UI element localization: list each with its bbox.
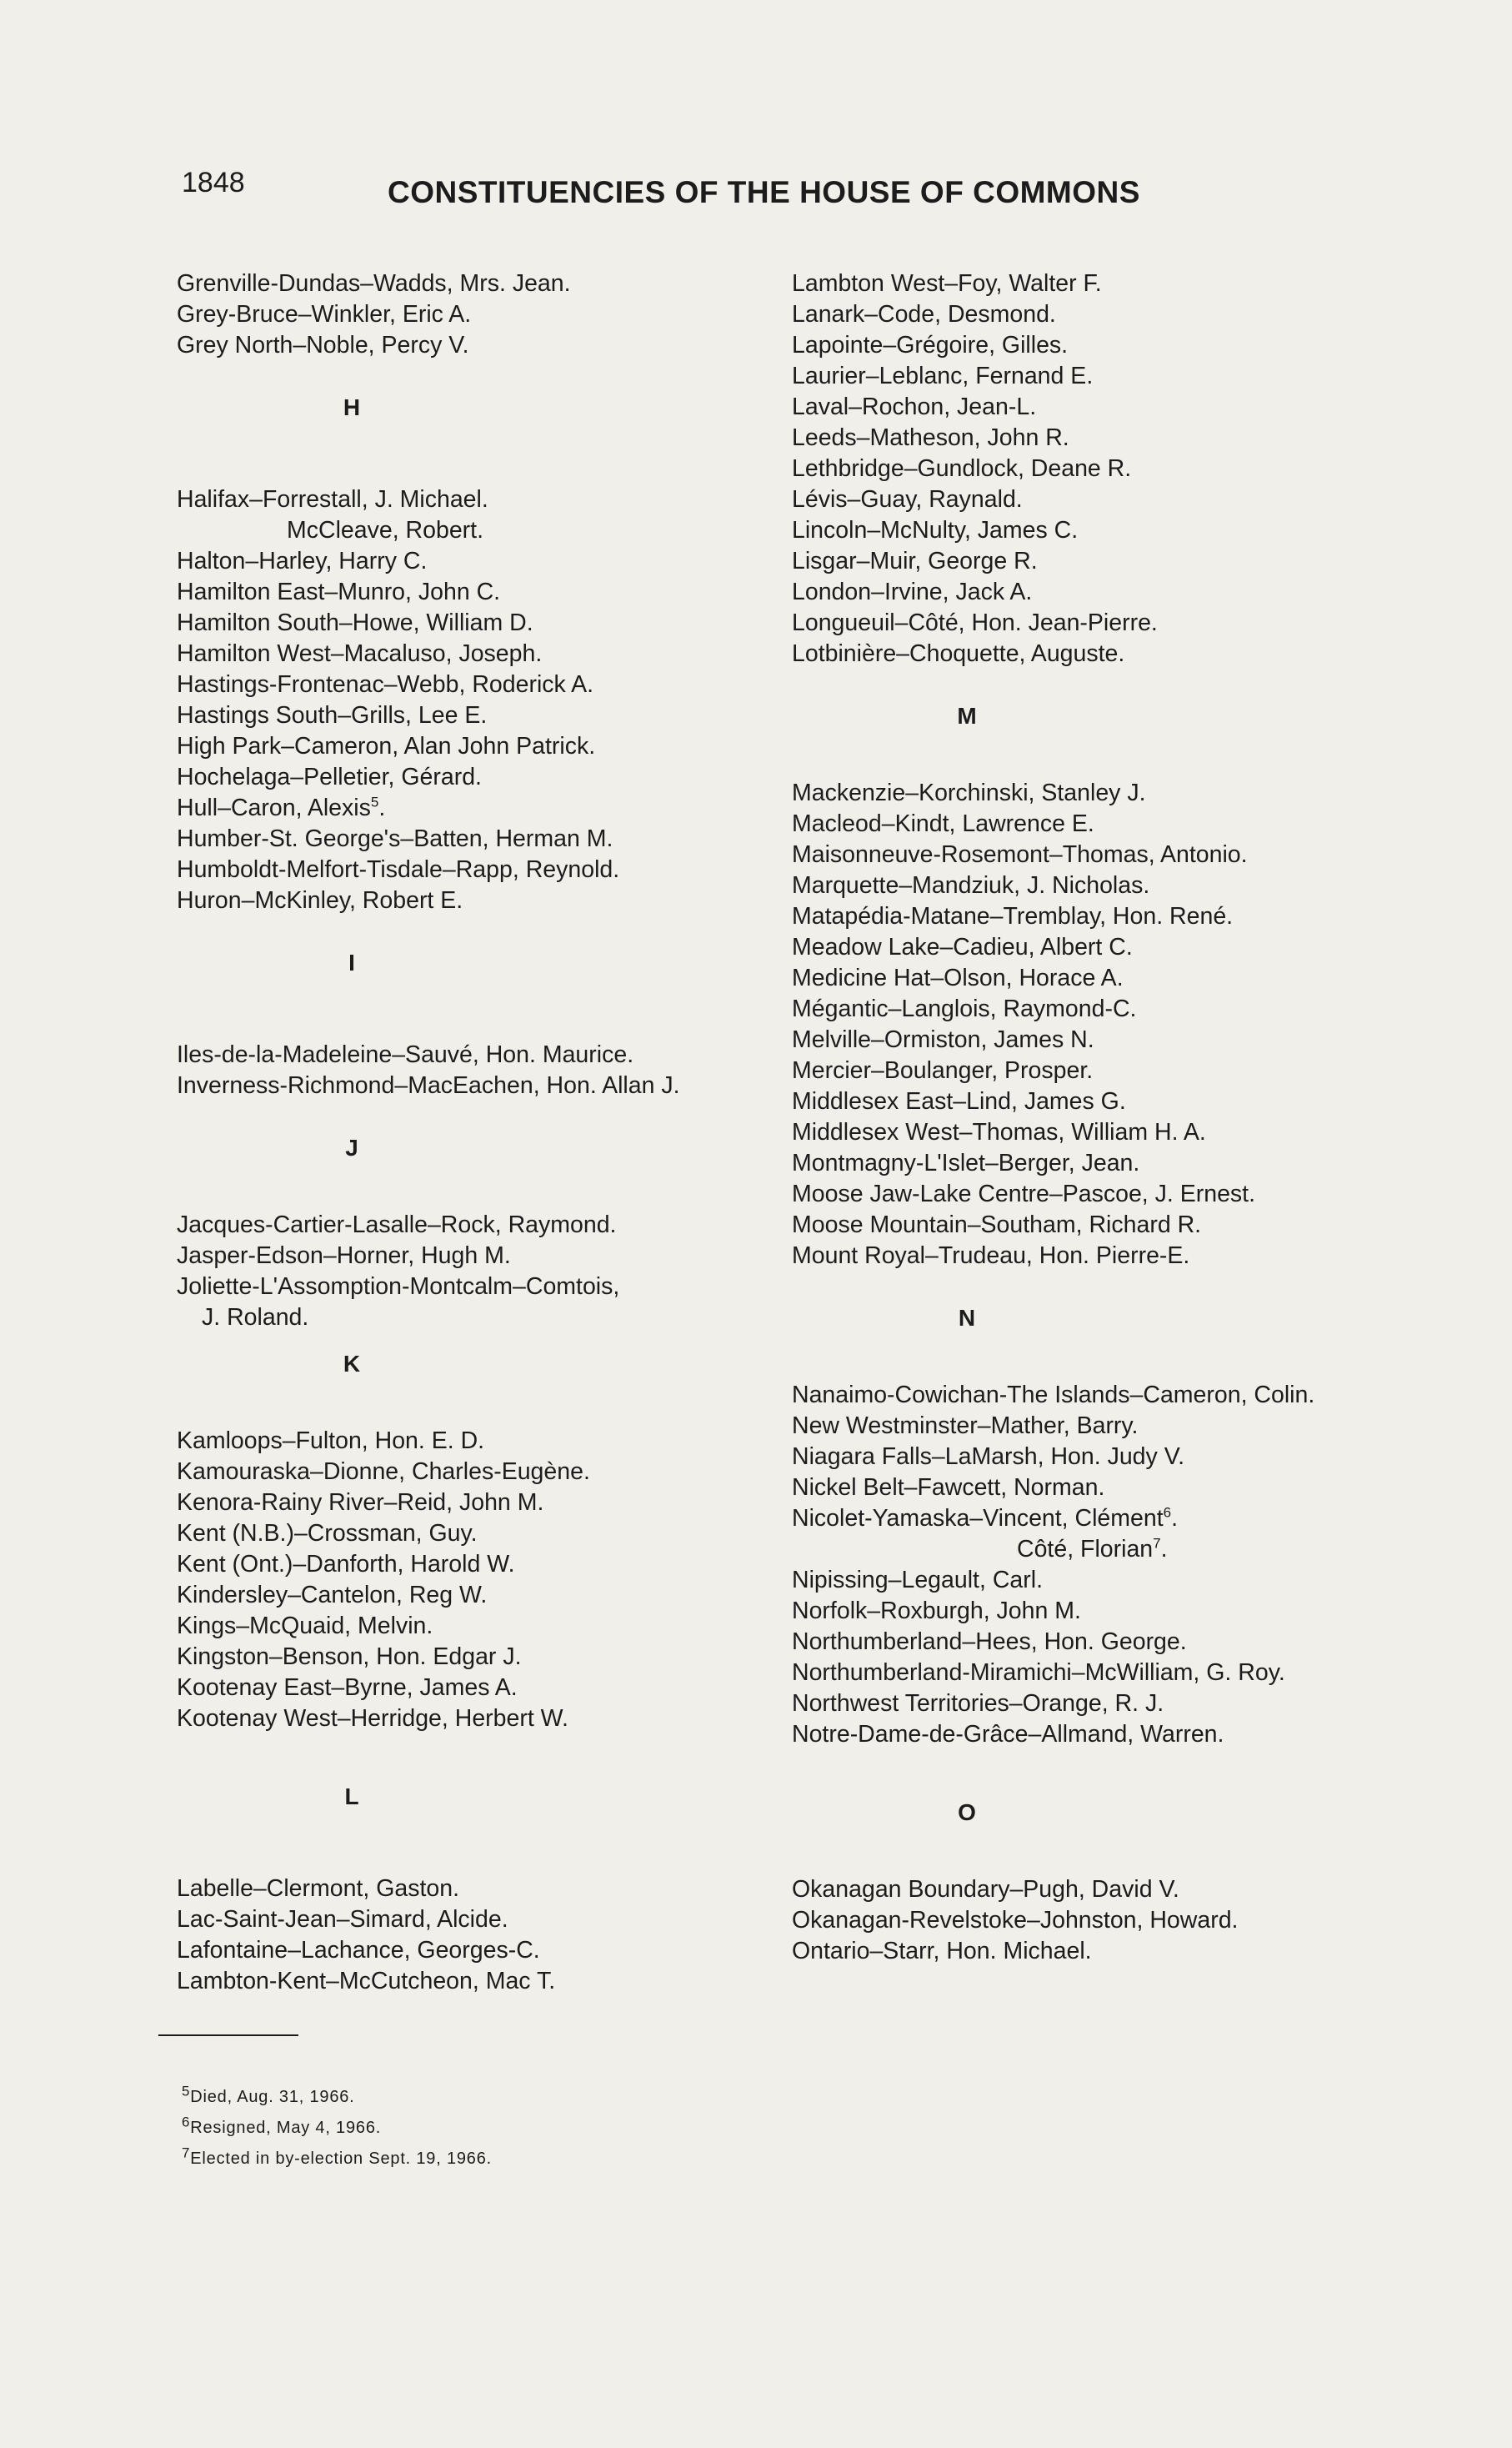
list-item: Inverness-Richmond–MacEachen, Hon. Allan J. <box>177 1072 680 1099</box>
list-item: Hastings-Frontenac–Webb, Roderick A. <box>177 671 594 698</box>
running-title: CONSTITUENCIES OF THE HOUSE OF COMMONS <box>388 175 1140 209</box>
list-item: Maisonneuve-Rosemont–Thomas, Antonio. <box>792 841 1248 868</box>
footnote-text: Resigned, May 4, 1966. <box>190 2119 382 2137</box>
list-item: Humber-St. George's–Batten, Herman M. <box>177 825 613 852</box>
list-item: Middlesex East–Lind, James G. <box>792 1088 1126 1115</box>
list-item: Okanagan-Revelstoke–Johnston, Howard. <box>792 1907 1239 1934</box>
list-item: Laurier–Leblanc, Fernand E. <box>792 363 1094 389</box>
footnote-mark: 6 <box>1163 1504 1172 1521</box>
section-letter-i: I <box>348 950 355 976</box>
footnote-mark: 6 <box>182 2114 191 2130</box>
list-item: Notre-Dame-de-Grâce–Allmand, Warren. <box>792 1721 1224 1748</box>
list-item: Leeds–Matheson, John R. <box>792 424 1069 451</box>
list-item: Hochelaga–Pelletier, Gérard. <box>177 764 482 790</box>
list-item: London–Irvine, Jack A. <box>792 579 1033 605</box>
list-item: Lethbridge–Gundlock, Deane R. <box>792 455 1132 482</box>
list-item: Marquette–Mandziuk, J. Nicholas. <box>792 872 1150 899</box>
list-item: Mégantic–Langlois, Raymond-C. <box>792 996 1137 1022</box>
footnote-mark: 7 <box>1153 1535 1161 1552</box>
section-letter-m: M <box>957 703 977 729</box>
list-item: Okanagan Boundary–Pugh, David V. <box>792 1876 1179 1903</box>
list-item: Moose Mountain–Southam, Richard R. <box>792 1211 1202 1238</box>
list-item: Lambton West–Foy, Walter F. <box>792 270 1102 297</box>
list-item: Nanaimo-Cowichan-The Islands–Cameron, Colin. <box>792 1382 1315 1408</box>
list-item: Kings–McQuaid, Melvin. <box>177 1613 433 1639</box>
list-item <box>792 1503 1425 1534</box>
list-item: Macleod–Kindt, Lawrence E. <box>792 810 1094 837</box>
footnote <box>182 2082 492 2113</box>
list-item: J. Roland. <box>202 1304 309 1331</box>
list-item: Lévis–Guay, Raynald. <box>792 486 1023 513</box>
left-column <box>177 268 810 1997</box>
list-item: Hamilton South–Howe, William D. <box>177 609 533 636</box>
footnotes <box>182 2082 492 2175</box>
list-item: Halifax–Forrestall, J. Michael. <box>177 486 488 513</box>
list-item: Kamloops–Fulton, Hon. E. D. <box>177 1427 485 1454</box>
entry-text: Nicolet-Yamaska–Vincent, Clément <box>792 1505 1164 1532</box>
list-item: Hamilton East–Munro, John C. <box>177 579 501 605</box>
list-item: Northumberland–Hees, Hon. George. <box>792 1628 1187 1655</box>
list-item: Medicine Hat–Olson, Horace A. <box>792 965 1124 991</box>
entry-text: Côté, Florian <box>1017 1536 1154 1563</box>
list-item: Nickel Belt–Fawcett, Norman. <box>792 1474 1105 1501</box>
footnote-text: Elected in by-election Sept. 19, 1966. <box>190 2150 492 2168</box>
list-item: Longueuil–Côté, Hon. Jean-Pierre. <box>792 609 1158 636</box>
list-item: Hamilton West–Macaluso, Joseph. <box>177 640 543 667</box>
list-item: Jasper-Edson–Horner, Hugh M. <box>177 1242 511 1269</box>
list-item: Humboldt-Melfort-Tisdale–Rapp, Reynold. <box>177 856 620 883</box>
section-letter-k: K <box>343 1351 361 1377</box>
list-item: Nipissing–Legault, Carl. <box>792 1567 1043 1593</box>
footnote <box>182 2113 492 2144</box>
list-item: Middlesex West–Thomas, William H. A. <box>792 1119 1206 1146</box>
footnote <box>182 2144 492 2175</box>
list-item: Lapointe–Grégoire, Gilles. <box>792 332 1069 359</box>
list-item: Ontario–Starr, Hon. Michael. <box>792 1938 1092 1964</box>
footnote-mark: 5 <box>182 2083 191 2099</box>
list-item: Kootenay East–Byrne, James A. <box>177 1674 518 1701</box>
list-item: Joliette-L'Assomption-Montcalm–Comtois, <box>177 1273 620 1300</box>
list-item: Montmagny-L'Islet–Berger, Jean. <box>792 1150 1140 1176</box>
list-item: Lotbinière–Choquette, Auguste. <box>792 640 1125 667</box>
list-item: Lanark–Code, Desmond. <box>792 301 1056 328</box>
entry-punct: . <box>1171 1505 1179 1532</box>
list-item: Mercier–Boulanger, Prosper. <box>792 1057 1094 1084</box>
list-item: Lisgar–Muir, George R. <box>792 548 1038 574</box>
section-letter-n: N <box>958 1305 976 1331</box>
list-item: Grey-Bruce–Winkler, Eric A. <box>177 301 472 328</box>
right-column <box>792 268 1425 1967</box>
page-number: 1848 <box>182 167 245 198</box>
footnote-mark: 5 <box>370 794 379 810</box>
list-item: Niagara Falls–LaMarsh, Hon. Judy V. <box>792 1443 1185 1470</box>
list-item: Mount Royal–Trudeau, Hon. Pierre-E. <box>792 1242 1190 1269</box>
list-item: Northumberland-Miramichi–McWilliam, G. Roy. <box>792 1659 1285 1686</box>
list-item: Jacques-Cartier-Lasalle–Rock, Raymond. <box>177 1211 617 1238</box>
list-item: Lincoln–McNulty, James C. <box>792 517 1079 544</box>
list-item: Laval–Rochon, Jean-L. <box>792 394 1037 420</box>
list-item: Grenville-Dundas–Wadds, Mrs. Jean. <box>177 270 571 297</box>
list-item: Meadow Lake–Cadieu, Albert C. <box>792 934 1133 961</box>
list-item: New Westminster–Mather, Barry. <box>792 1412 1139 1439</box>
list-item: Lac-Saint-Jean–Simard, Alcide. <box>177 1906 508 1933</box>
section-letter-h: H <box>343 394 361 420</box>
list-item <box>792 1534 1425 1565</box>
list-item <box>177 793 810 824</box>
list-item: Melville–Ormiston, James N. <box>792 1026 1094 1053</box>
list-item: Kenora-Rainy River–Reid, John M. <box>177 1489 544 1516</box>
footnote-mark: 7 <box>182 2145 191 2161</box>
entry-text: Hull–Caron, Alexis <box>177 795 371 821</box>
list-item: Labelle–Clermont, Gaston. <box>177 1875 460 1902</box>
list-item: Kent (Ont.)–Danforth, Harold W. <box>177 1551 515 1578</box>
list-item: Northwest Territories–Orange, R. J. <box>792 1690 1164 1717</box>
list-item: Moose Jaw-Lake Centre–Pascoe, J. Ernest. <box>792 1181 1256 1207</box>
entry-punct: . <box>1160 1536 1168 1563</box>
section-letter-o: O <box>958 1799 976 1825</box>
list-item: Kent (N.B.)–Crossman, Guy. <box>177 1520 478 1547</box>
list-item: Huron–McKinley, Robert E. <box>177 887 463 914</box>
list-item: Lambton-Kent–McCutcheon, Mac T. <box>177 1968 556 1994</box>
list-item: High Park–Cameron, Alan John Patrick. <box>177 733 596 760</box>
list-item: Kootenay West–Herridge, Herbert W. <box>177 1705 568 1732</box>
entry-punct: . <box>378 795 386 821</box>
list-item: McCleave, Robert. <box>287 517 484 544</box>
footnote-text: Died, Aug. 31, 1966. <box>190 2088 355 2106</box>
list-item: Iles-de-la-Madeleine–Sauvé, Hon. Maurice. <box>177 1041 634 1068</box>
section-letter-l: L <box>344 1783 359 1809</box>
list-item: Matapédia-Matane–Tremblay, Hon. René. <box>792 903 1234 930</box>
list-item: Grey North–Noble, Percy V. <box>177 332 469 359</box>
list-item: Lafontaine–Lachance, Georges-C. <box>177 1937 540 1964</box>
list-item: Kingston–Benson, Hon. Edgar J. <box>177 1643 522 1670</box>
list-item: Kindersley–Cantelon, Reg W. <box>177 1582 488 1608</box>
list-item: Halton–Harley, Harry C. <box>177 548 428 574</box>
list-item: Norfolk–Roxburgh, John M. <box>792 1598 1081 1624</box>
list-item: Hastings South–Grills, Lee E. <box>177 702 488 729</box>
section-letter-j: J <box>345 1135 358 1161</box>
list-item: Mackenzie–Korchinski, Stanley J. <box>792 780 1146 806</box>
footnote-divider <box>158 2034 298 2036</box>
list-item: Kamouraska–Dionne, Charles-Eugène. <box>177 1458 590 1485</box>
